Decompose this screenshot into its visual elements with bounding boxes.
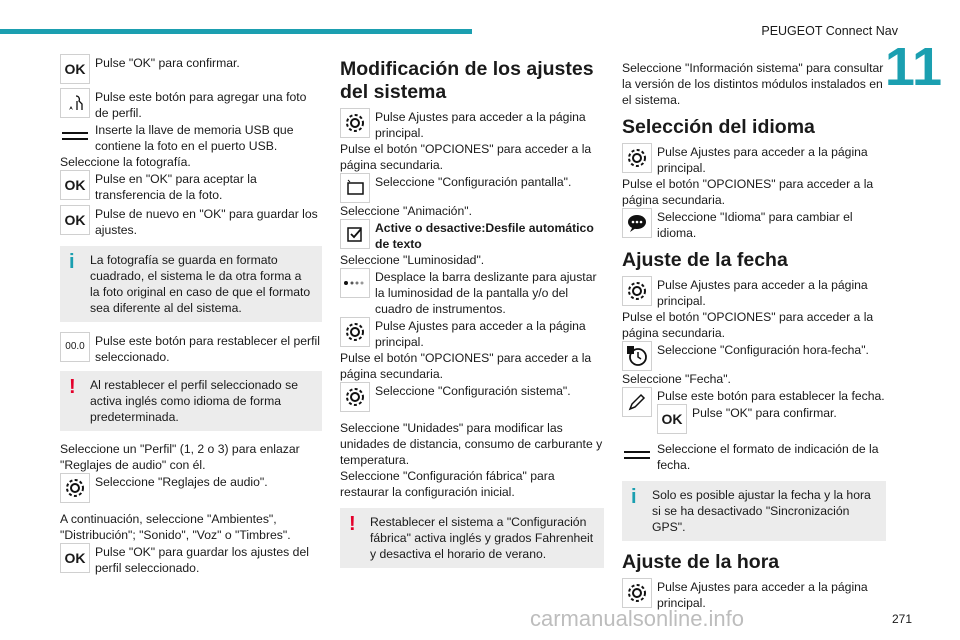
add-photo-profile-icon	[60, 88, 90, 118]
warning-note	[60, 371, 322, 431]
settings-icon	[60, 473, 90, 503]
ok-save-text: Pulse de nuevo en "OK" para guardar los ajustes.	[95, 207, 318, 237]
ok-confirm-text: Pulse "OK" para confirmar.	[95, 56, 240, 70]
settings-icon	[622, 578, 652, 608]
column-3	[622, 54, 886, 611]
warning-note	[340, 508, 604, 568]
section-title-language: Selección del idioma	[622, 116, 815, 138]
usb-icon	[60, 121, 90, 151]
warning-icon: !	[349, 513, 356, 535]
unidades-text: Seleccione "Unidades" para modificar las unidades de distancia, consumo de carburante y temperatura.	[340, 421, 603, 467]
ok-icon: OK	[60, 205, 90, 235]
ajustes-text: Pulse Ajustes para acceder a la página principal.	[375, 110, 586, 140]
info-note	[60, 246, 322, 322]
info-icon: i	[69, 251, 75, 273]
pencil-icon	[622, 387, 652, 417]
info-sistema-text: Seleccione "Información sistema" para consultar la versión de los distintos módulos instalados en el sistema.	[622, 61, 884, 107]
ajustes-text: Pulse Ajustes para acceder a la página principal.	[375, 319, 586, 349]
info-icon: i	[631, 486, 637, 508]
opciones-text: Pulse el botón "OPCIONES" para acceder a la página secundaria.	[622, 177, 874, 207]
section-title-date: Ajuste de la fecha	[622, 249, 788, 271]
warning-note-text: Al restablecer el perfil seleccionado se activa inglés como idioma de forma predeterminada.	[90, 378, 298, 424]
opciones-text: Pulse el botón "OPCIONES" para acceder a la página secundaria.	[340, 351, 592, 381]
watermark: carmanualsonline.info	[530, 606, 745, 631]
column-2	[340, 54, 604, 578]
column-1	[60, 54, 322, 576]
config-pantalla-text: Seleccione "Configuración pantalla".	[375, 175, 572, 189]
fecha-text: Seleccione "Fecha".	[622, 372, 731, 386]
select-photo-text: Seleccione la fotografía.	[60, 155, 191, 169]
hora-fecha-text: Seleccione "Configuración hora-fecha".	[657, 343, 869, 357]
opciones-text: Pulse el botón "OPCIONES" para acceder a la página secundaria.	[622, 310, 874, 340]
settings-icon	[340, 108, 370, 138]
set-date-text: Pulse este botón para establecer la fecha.	[657, 389, 885, 403]
warning-note-text: Restablecer el sistema a "Configuración fábrica" activa inglés y grados Fahrenheit y desactiva el horario de verano.	[370, 515, 594, 561]
settings-icon	[340, 317, 370, 347]
ok-icon: OK	[657, 404, 687, 434]
add-photo-text: Pulse este botón para agregar una foto de perfil.	[95, 90, 307, 120]
display-config-icon	[340, 173, 370, 203]
slider-icon	[340, 268, 370, 298]
ok-icon: OK	[60, 170, 90, 200]
info-note-text: Solo es posible ajustar la fecha y la hora si se ha desactivado "Sincronización GPS".	[652, 488, 871, 534]
info-note	[622, 481, 886, 541]
opciones-text: Pulse el botón "OPCIONES" para acceder a la página secundaria.	[340, 142, 592, 172]
fabrica-text: Seleccione "Configuración fábrica" para restaurar la configuración inicial.	[340, 469, 555, 499]
chapter-number: 11	[884, 37, 942, 97]
ok-icon: OK	[60, 54, 90, 84]
ok-icon: OK	[60, 543, 90, 573]
idioma-text: Seleccione "Idioma" para cambiar el idioma.	[657, 210, 853, 240]
section-title-system: Modificación de los ajustes del sistema	[340, 58, 594, 103]
section-title-time: Ajuste de la hora	[622, 551, 780, 573]
luminosidad-text: Seleccione "Luminosidad".	[340, 253, 485, 267]
ajustes-text: Pulse Ajustes para acceder a la página principal.	[657, 580, 868, 610]
checkbox-icon	[340, 219, 370, 249]
settings-icon	[622, 276, 652, 306]
page-header-title: PEUGEOT Connect Nav	[761, 24, 898, 38]
settings-icon	[622, 143, 652, 173]
animacion-text: Seleccione "Animación".	[340, 204, 472, 218]
clock-icon	[622, 341, 652, 371]
page-number: 271	[891, 612, 912, 626]
then-select-text: A continuación, seleccione "Ambientes", "Distribución"; "Sonido", "Voz" o "Timbres".	[60, 512, 291, 542]
language-icon	[622, 208, 652, 238]
header-accent-bar	[0, 29, 472, 34]
desfile-text: Active o desactive:Desfile automático de texto	[375, 221, 594, 251]
reset-profile-text: Pulse este botón para restablecer el perfil seleccionado.	[95, 334, 320, 364]
ajustes-text: Pulse Ajustes para acceder a la página principal.	[657, 278, 868, 308]
ok-transfer-text: Pulse en "OK" para aceptar la transferencia de la foto.	[95, 172, 257, 202]
ajustes-text: Pulse Ajustes para acceder a la página principal.	[657, 145, 868, 175]
slider-text: Desplace la barra deslizante para ajustar la luminosidad de la pantalla y/o del cuadro de instrumentos.	[375, 270, 597, 316]
audio-settings-text: Seleccione "Reglajes de audio".	[95, 475, 268, 489]
system-config-icon	[340, 382, 370, 412]
format-icon	[622, 440, 652, 470]
formato-text: Seleccione el formato de indicación de la fecha.	[657, 442, 879, 472]
config-sistema-text: Seleccione "Configuración sistema".	[375, 384, 571, 398]
usb-insert-text: Inserte la llave de memoria USB que contiene la foto en el puerto USB.	[95, 123, 294, 153]
info-note-text: La fotografía se guarda en formato cuadrado, el sistema le da otra forma a la foto original en caso de que el formato sea diferente al del sistema.	[90, 253, 311, 315]
ok-save-profile-text: Pulse "OK" para guardar los ajustes del perfil seleccionado.	[95, 545, 309, 575]
reset-profile-icon: 00.0	[60, 332, 90, 362]
ok-confirm-text: Pulse "OK" para confirmar.	[692, 406, 837, 420]
warning-icon: !	[69, 376, 76, 398]
select-profile-text: Seleccione un "Perfil" (1, 2 o 3) para enlazar "Reglajes de audio" con él.	[60, 442, 300, 472]
